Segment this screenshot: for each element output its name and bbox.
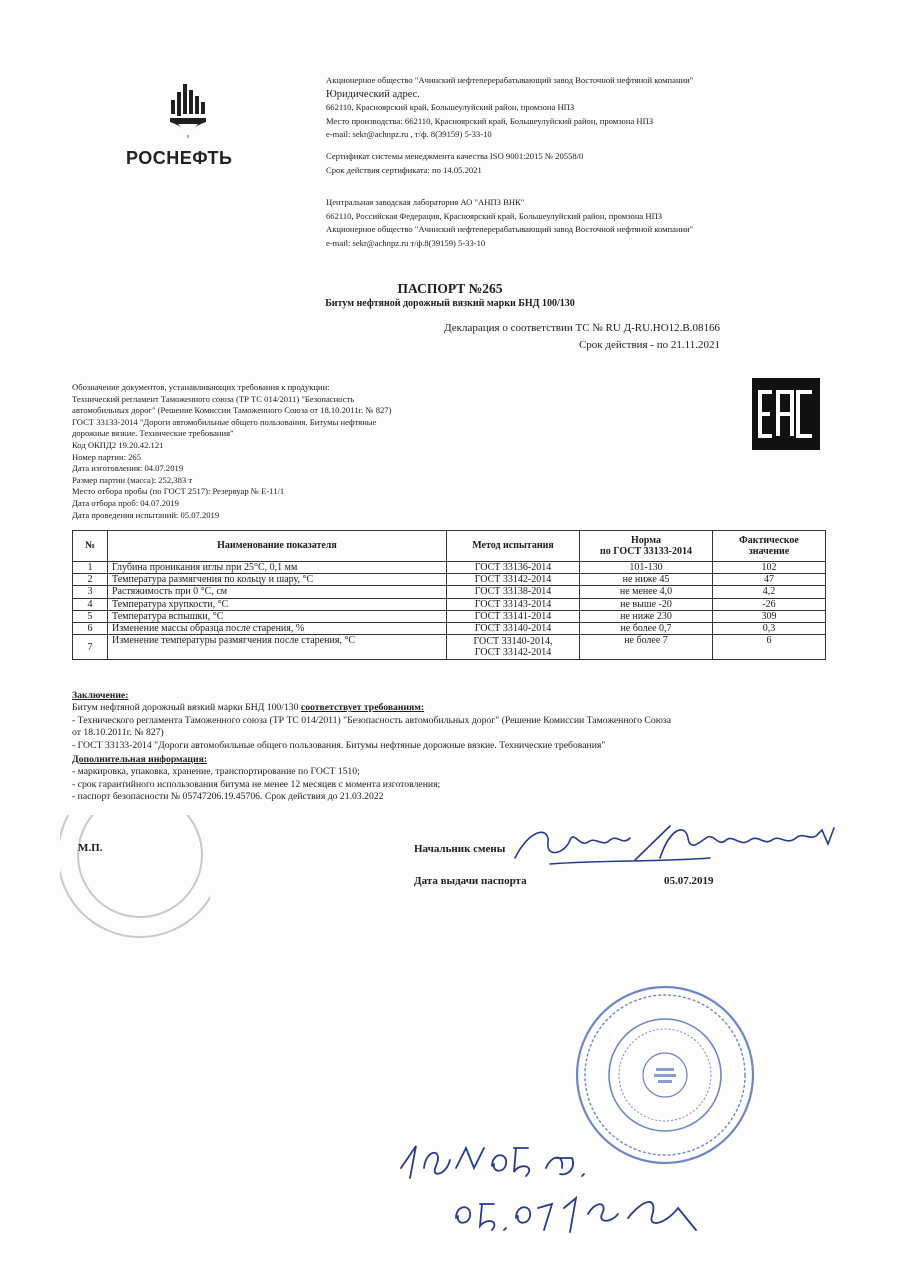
row-actual: 47 <box>713 574 826 586</box>
handwritten-note <box>396 1138 726 1238</box>
row-method: ГОСТ 33140-2014 <box>447 623 580 635</box>
col-header-norm <box>580 531 713 562</box>
company-name: Акционерное общество "Ачинский нефтеперерабатывающий завод Восточной нефтяной компании" <box>326 75 694 85</box>
rosneft-emblem-icon <box>118 80 268 146</box>
legal-address: 662110, Красноярский край, Большеулуйский район, промзона НПЗ <box>326 102 575 112</box>
col-header-actual <box>713 531 826 562</box>
results-table <box>72 530 826 660</box>
meta-line: Дата проведения испытаний: 05.07.2019 <box>72 509 220 520</box>
col-header-num: № <box>73 531 108 562</box>
additional-heading: Дополнительная информация: <box>72 754 208 766</box>
table-row <box>73 610 826 622</box>
issue-date-label: Дата выдачи паспорта <box>414 875 527 887</box>
conclusion-line: от 18.10.2011г. № 827) <box>72 727 164 739</box>
row-method: ГОСТ 33141-2014 <box>447 610 580 622</box>
row-norm: не ниже 45 <box>580 574 713 586</box>
meta-line: Размер партии (масса): 252,383 т <box>72 474 193 485</box>
row-num: 4 <box>73 598 108 610</box>
passport-title: ПАСПОРТ №265 <box>397 281 503 296</box>
conclusion-statement <box>72 702 832 714</box>
row-method: ГОСТ 33143-2014 <box>447 598 580 610</box>
meta-line: Технический регламент Таможенного союза (ТР ТС 014/2011) "Безопасность <box>72 393 355 404</box>
row-name: Температура вспышки, °С <box>108 610 447 622</box>
meta-line: Обозначение документов, устанавливающих требования к продукции: <box>72 382 330 392</box>
row-actual: -26 <box>713 598 826 610</box>
row-norm: не менее 4,0 <box>580 586 713 598</box>
row-num: 5 <box>73 610 108 622</box>
additional-item: - паспорт безопасности № 05747206.19.45706. Срок действия до 21.03.2022 <box>72 791 384 803</box>
conclusion-prefix: Битум нефтяной дорожный вязкий марки БНД 100/130 <box>72 702 299 714</box>
conclusion-line: - Технического регламента Таможенного союза (ТР ТС 014/2011) "Безопасность автомобильных дорог" (Решение Комиссии Таможенного Союза <box>72 714 672 726</box>
row-num: 1 <box>73 562 108 574</box>
lab-address: 662110, Российская Федерация, Красноярский край, Большеулуйский район, промзона НПЗ <box>326 210 663 221</box>
handwritten-note-icon <box>396 1138 726 1238</box>
col-header-norm-line1: Норма <box>631 534 661 546</box>
lab-contacts: e-mail: sekr@achnpz.ru т/ф.8(39159) 5-33-10 <box>326 237 486 248</box>
conclusion-complies: соответствует требованиям: <box>300 702 425 714</box>
issue-date: 05.07.2019 <box>664 875 714 887</box>
row-norm: не выше -20 <box>580 598 713 610</box>
laboratory-block <box>326 196 693 250</box>
lab-name: Центральная заводская лаборатория АО "АНПЗ ВНК" <box>326 197 525 207</box>
rosneft-logo-text: РОСНЕФТЬ <box>126 148 233 168</box>
row-name: Температура хрупкости, °С <box>108 598 447 610</box>
meta-line: ГОСТ 33133-2014 "Дороги автомобильные общего пользования. Битумы нефтяные <box>72 416 377 427</box>
row-num: 2 <box>73 574 108 586</box>
conclusion-block <box>72 690 832 804</box>
meta-line: Код ОКПД2 19.20.42.121 <box>72 439 164 450</box>
row-method: ГОСТ 33142-2014 <box>447 574 580 586</box>
meta-line: Дата изготовления: 04.07.2019 <box>72 463 184 474</box>
chief-label: Начальник смены <box>414 843 506 855</box>
row-norm: не более 7 <box>580 635 713 660</box>
declaration-block <box>444 320 720 354</box>
row-name: Температура размягчения по кольцу и шару, °С <box>108 574 447 586</box>
col-header-actual-line2: значение <box>748 546 790 557</box>
certificate-block <box>326 150 583 177</box>
handwritten-signature <box>510 818 850 878</box>
eac-mark <box>752 378 820 450</box>
row-norm: не более 0,7 <box>580 623 713 635</box>
meta-line: Дата отбора проб: 04.07.2019 <box>72 497 179 508</box>
row-method: ГОСТ 33136-2014 <box>447 562 580 574</box>
certificate-validity: Срок действия сертификата: по 14.05.2021 <box>326 164 482 175</box>
product-meta <box>72 382 452 521</box>
meta-line: Место отбора пробы (по ГОСТ 2517): Резервуар № Е-11/1 <box>72 486 285 497</box>
table-row <box>73 635 826 660</box>
passport-subtitle: Битум нефтяной дорожный вязкий марки БНД 100/130 <box>325 298 575 309</box>
row-name: Изменение массы образца после старения, % <box>108 623 447 635</box>
lab-company: Акционерное общество "Ачинский нефтеперерабатывающий завод Восточной нефтяной компании" <box>326 224 694 234</box>
meta-line: дорожные вязкие. Технические требования" <box>72 428 234 439</box>
table-row <box>73 562 826 574</box>
table-row <box>73 623 826 635</box>
declaration-number: Декларация о соответствии ТС № RU Д-RU.НО12.В.08166 <box>444 322 720 334</box>
row-num: 6 <box>73 623 108 635</box>
table-header-row <box>73 531 826 562</box>
row-actual: 102 <box>713 562 826 574</box>
conclusion-line: - ГОСТ 33133-2014 "Дороги автомобильные общего пользования. Битумы нефтяные дорожные вязкие. Технические требования" <box>72 739 606 751</box>
row-num: 7 <box>73 635 108 660</box>
mp-label: М.П. <box>78 842 103 854</box>
eac-mark-text <box>752 450 753 451</box>
meta-line: автомобильных дорог" (Решение Комиссии Таможенного Союза от 18.10.2011г. № 827) <box>72 405 392 416</box>
row-name: Растяжимость при 0 °С, см <box>108 586 447 598</box>
legal-address-label: Юридический адрес. <box>326 88 420 100</box>
row-norm: 101-130 <box>580 562 713 574</box>
eac-mark-icon <box>752 378 820 450</box>
row-actual: 6 <box>713 635 826 660</box>
conclusion-heading: Заключение: <box>72 690 129 701</box>
col-header-method: Метод испытания <box>447 531 580 562</box>
row-actual: 309 <box>713 610 826 622</box>
row-num: 3 <box>73 586 108 598</box>
certificate-number: Сертификат системы менеджмента качества ISO 9001:2015 № 20558/0 <box>326 151 584 161</box>
col-header-norm-line2: по ГОСТ 33133-2014 <box>600 546 692 557</box>
production-place: Место производства: 662110, Красноярский край, Большеулуйский район, промзона НПЗ <box>326 115 654 126</box>
table-row <box>73 586 826 598</box>
row-method: ГОСТ 33138-2014 <box>447 586 580 598</box>
company-header <box>326 74 693 142</box>
declaration-validity: Срок действия - по 21.11.2021 <box>578 339 720 351</box>
row-method-line2: ГОСТ 33142-2014 <box>474 647 552 659</box>
row-name: Изменение температуры размягчения после старения, °С <box>108 635 447 660</box>
row-method-line1: ГОСТ 33140-2014, <box>473 636 553 648</box>
table-row <box>73 598 826 610</box>
table-row <box>73 574 826 586</box>
row-actual: 0,3 <box>713 623 826 635</box>
handwritten-signature-icon <box>510 818 850 878</box>
meta-line: Номер партии: 265 <box>72 451 142 462</box>
rosneft-logo <box>118 80 268 180</box>
row-name: Глубина проникания иглы при 25°С, 0,1 мм <box>108 562 447 574</box>
col-header-actual-line1: Фактическое <box>739 534 799 546</box>
row-norm: не ниже 230 <box>580 610 713 622</box>
faint-stamp <box>60 815 210 945</box>
faint-stamp-icon <box>60 815 210 945</box>
contacts: e-mail: sekr@achnpz.ru , т/ф. 8(39159) 5-33-10 <box>326 129 492 139</box>
row-actual: 4,2 <box>713 586 826 598</box>
row-method <box>447 635 580 660</box>
col-header-name: Наименование показателя <box>108 531 447 562</box>
additional-item: - маркировка, упаковка, хранение, транспортирование по ГОСТ 1510; <box>72 766 360 778</box>
additional-item: - срок гарантийного использования битума не менее 12 месяцев с момента изготовления; <box>72 778 441 790</box>
